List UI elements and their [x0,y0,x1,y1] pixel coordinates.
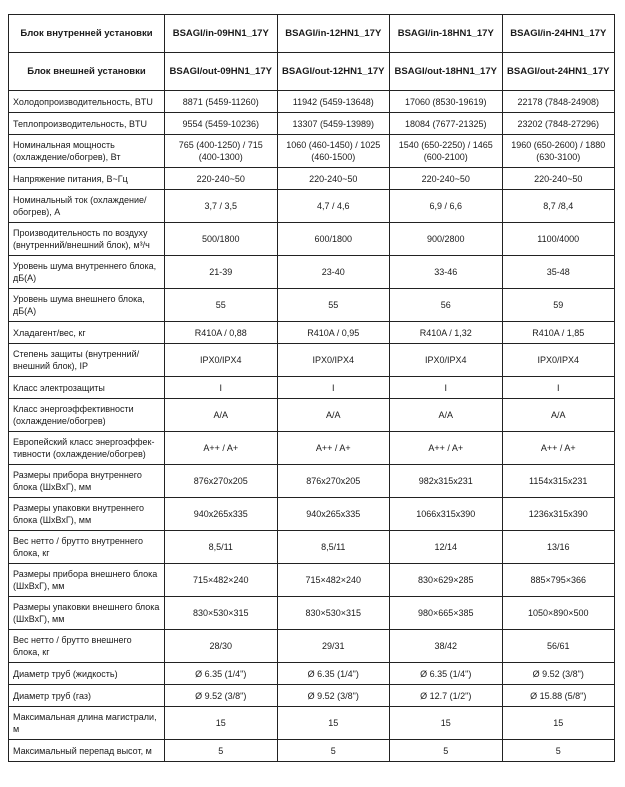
cell-value: 9554 (5459-10236) [165,113,278,135]
row-label: Номинальный ток (охлаждение/обогрев), А [9,190,165,223]
cell-value: 55 [165,289,278,322]
cell-value: Ø 9.52 (3/8") [165,685,278,707]
table-row [9,377,615,399]
indoor-model: BSAGI/in-24HN1_17Y [502,15,615,53]
cell-value: 22178 (7848-24908) [502,91,615,113]
cell-value: A++ / A+ [390,432,503,465]
cell-value: 8,5/11 [277,531,390,564]
row-label: Размеры упаковки внешнего блока (ШхВхГ), мм [9,597,165,630]
outdoor-model: BSAGI/out-24HN1_17Y [502,53,615,91]
table-row [9,190,615,223]
cell-value: I [277,377,390,399]
cell-value: 15 [165,707,278,740]
row-label: Максимальный перепад высот, м [9,740,165,762]
cell-value: 1066x315x390 [390,498,503,531]
indoor-unit-label: Блок внутренней установки [9,15,165,53]
header-row-indoor [9,15,615,53]
cell-value: I [390,377,503,399]
cell-value: 885×795×366 [502,564,615,597]
row-label: Номинальная мощность (охлаждение/обогрев), Вт [9,135,165,168]
cell-value: 876x270x205 [277,465,390,498]
cell-value: R410A / 1,85 [502,322,615,344]
cell-value: 3,7 / 3,5 [165,190,278,223]
cell-value: 830×530×315 [165,597,278,630]
header-row-outdoor [9,53,615,91]
cell-value: 12/14 [390,531,503,564]
cell-value: 15 [390,707,503,740]
cell-value: 4,7 / 4,6 [277,190,390,223]
cell-value: 21-39 [165,256,278,289]
cell-value: 29/31 [277,630,390,663]
table-row [9,256,615,289]
cell-value: I [502,377,615,399]
cell-value: 5 [390,740,503,762]
indoor-model: BSAGI/in-12HN1_17Y [277,15,390,53]
table-row [9,564,615,597]
outdoor-model: BSAGI/out-12HN1_17Y [277,53,390,91]
cell-value: 17060 (8530-19619) [390,91,503,113]
table-row [9,740,615,762]
table-row [9,663,615,685]
cell-value: Ø 15.88 (5/8") [502,685,615,707]
table-row [9,135,615,168]
cell-value: IPX0/IPX4 [390,344,503,377]
cell-value: 1960 (650-2600) / 1880 (630-3100) [502,135,615,168]
cell-value: 1060 (460-1450) / 1025 (460-1500) [277,135,390,168]
row-label: Европейский класс энергоэффек-тивности (охлаждение/обогрев) [9,432,165,465]
cell-value: 982x315x231 [390,465,503,498]
cell-value: 830×530×315 [277,597,390,630]
spec-table [8,14,615,762]
cell-value: 55 [277,289,390,322]
row-label: Размеры упаковки внутреннего блока (ШхВхГ), мм [9,498,165,531]
cell-value: 1154x315x231 [502,465,615,498]
cell-value: 56 [390,289,503,322]
cell-value: I [165,377,278,399]
cell-value: 5 [502,740,615,762]
cell-value: 8871 (5459-11260) [165,91,278,113]
table-row [9,399,615,432]
table-row [9,289,615,322]
table-row [9,707,615,740]
cell-value: A++ / A+ [502,432,615,465]
cell-value: 220-240~50 [165,168,278,190]
table-row [9,91,615,113]
table-row [9,344,615,377]
cell-value: 38/42 [390,630,503,663]
cell-value: 11942 (5459-13648) [277,91,390,113]
outdoor-model: BSAGI/out-09HN1_17Y [165,53,278,91]
table-row [9,531,615,564]
row-label: Класс энергоэффективности (охлаждение/обогрев) [9,399,165,432]
row-label: Максимальная длина магистрали, м [9,707,165,740]
cell-value: 13307 (5459-13989) [277,113,390,135]
cell-value: 500/1800 [165,223,278,256]
cell-value: 220-240~50 [390,168,503,190]
cell-value: 876x270x205 [165,465,278,498]
cell-value: 940x265x335 [277,498,390,531]
cell-value: Ø 6.35 (1/4") [165,663,278,685]
cell-value: A/A [165,399,278,432]
row-label: Уровень шума внешнего блока, дБ(А) [9,289,165,322]
cell-value: IPX0/IPX4 [165,344,278,377]
cell-value: 980×665×385 [390,597,503,630]
row-label: Диаметр труб (газ) [9,685,165,707]
table-row [9,597,615,630]
cell-value: 8,5/11 [165,531,278,564]
cell-value: 15 [502,707,615,740]
cell-value: A/A [277,399,390,432]
row-label: Вес нетто / брутто внешнего блока, кг [9,630,165,663]
cell-value: 715×482×240 [277,564,390,597]
cell-value: A++ / A+ [165,432,278,465]
cell-value: 940x265x335 [165,498,278,531]
cell-value: 220-240~50 [277,168,390,190]
row-label: Напряжение питания, В~Гц [9,168,165,190]
spec-body [9,91,615,762]
cell-value: A/A [390,399,503,432]
cell-value: Ø 6.35 (1/4") [390,663,503,685]
row-label: Хладагент/вес, кг [9,322,165,344]
row-label: Холодопроизводительность, BTU [9,91,165,113]
cell-value: 830×629×285 [390,564,503,597]
cell-value: Ø 9.52 (3/8") [502,663,615,685]
cell-value: IPX0/IPX4 [502,344,615,377]
table-row [9,168,615,190]
row-label: Размеры прибора внешнего блока (ШхВхГ), мм [9,564,165,597]
cell-value: 1100/4000 [502,223,615,256]
cell-value: 600/1800 [277,223,390,256]
row-label: Уровень шума внутреннего блока, дБ(А) [9,256,165,289]
cell-value: R410A / 0,95 [277,322,390,344]
cell-value: A/A [502,399,615,432]
cell-value: A++ / A+ [277,432,390,465]
cell-value: 765 (400-1250) / 715 (400-1300) [165,135,278,168]
indoor-model: BSAGI/in-18HN1_17Y [390,15,503,53]
outdoor-model: BSAGI/out-18HN1_17Y [390,53,503,91]
row-label: Диаметр труб (жидкость) [9,663,165,685]
row-label: Размеры прибора внутреннего блока (ШхВхГ), мм [9,465,165,498]
table-row [9,465,615,498]
cell-value: R410A / 1,32 [390,322,503,344]
cell-value: 35-48 [502,256,615,289]
cell-value: 59 [502,289,615,322]
table-row [9,432,615,465]
table-row [9,630,615,663]
table-row [9,498,615,531]
cell-value: 15 [277,707,390,740]
indoor-model: BSAGI/in-09HN1_17Y [165,15,278,53]
table-row [9,322,615,344]
row-label: Вес нетто / брутто внутреннего блока, кг [9,531,165,564]
table-row [9,223,615,256]
cell-value: 1050×890×500 [502,597,615,630]
cell-value: 13/16 [502,531,615,564]
cell-value: 33-46 [390,256,503,289]
outdoor-unit-label: Блок внешней установки [9,53,165,91]
cell-value: 715×482×240 [165,564,278,597]
cell-value: 6,9 / 6,6 [390,190,503,223]
row-label: Теплопроизводительность, BTU [9,113,165,135]
row-label: Производительность по воздуху (внутренний/внешний блок), м³/ч [9,223,165,256]
cell-value: 1236x315x390 [502,498,615,531]
cell-value: Ø 6.35 (1/4") [277,663,390,685]
cell-value: 56/61 [502,630,615,663]
cell-value: 23-40 [277,256,390,289]
cell-value: 5 [277,740,390,762]
cell-value: Ø 12.7 (1/2") [390,685,503,707]
cell-value: IPX0/IPX4 [277,344,390,377]
cell-value: 23202 (7848-27296) [502,113,615,135]
cell-value: Ø 9.52 (3/8") [277,685,390,707]
cell-value: 1540 (650-2250) / 1465 (600-2100) [390,135,503,168]
table-row [9,113,615,135]
table-row [9,685,615,707]
cell-value: R410A / 0,88 [165,322,278,344]
cell-value: 28/30 [165,630,278,663]
cell-value: 900/2800 [390,223,503,256]
cell-value: 8,7 /8,4 [502,190,615,223]
row-label: Степень защиты (внутренний/ внешний блок), IP [9,344,165,377]
cell-value: 18084 (7677-21325) [390,113,503,135]
cell-value: 220-240~50 [502,168,615,190]
cell-value: 5 [165,740,278,762]
row-label: Класс электрозащиты [9,377,165,399]
